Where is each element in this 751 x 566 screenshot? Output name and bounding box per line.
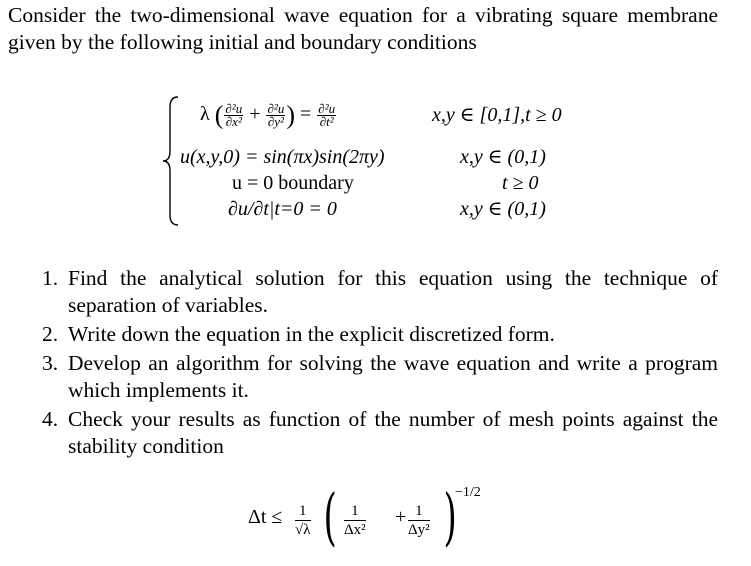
problem-intro: Consider the two-dimensional wave equation for a vibrating square membrane given by the following initial and boundary conditions (8, 3, 718, 54)
task-number: 2. (42, 322, 59, 346)
stability-lhs: Δt ≤ (248, 506, 283, 528)
task-number: 3. (42, 351, 59, 375)
initial-condition-row (180, 144, 620, 170)
task-text: Develop an algorithm for solving the wave equation and write a program which implements it. (68, 351, 718, 402)
task-number: 4. (42, 407, 59, 431)
stability-close-paren: ) (443, 480, 457, 553)
velocity-condition: ∂u/∂t|t=0 = 0 (228, 198, 337, 220)
task-item (18, 265, 718, 319)
pde-equation: λ ( $\frac{\text{∂²u}}{\text{∂x²}}$ + $\frac{\text{∂²u}}{\text{∂y²}}$ ) = $\frac{\text{∂²u}}{\text{∂t²}}$ (200, 100, 336, 130)
stability-term-y (408, 502, 430, 539)
stability-term-y-denominator: Δy² (408, 522, 430, 538)
stability-term-x (344, 502, 366, 539)
stability-coefficient-denominator: √λ (295, 522, 311, 538)
stability-plus: + (395, 506, 407, 528)
velocity-condition-domain: x,y ∈ (0,1) (460, 198, 546, 220)
stability-coefficient-numerator: 1 (295, 502, 311, 521)
stability-coefficient (295, 502, 311, 539)
task-list (18, 265, 718, 462)
task-text: Write down the equation in the explicit discretized form. (68, 322, 555, 346)
equation-system (162, 95, 622, 227)
task-item (18, 350, 718, 404)
initial-condition: u(x,y,0) = sin(πx)sin(2πy) (180, 146, 385, 168)
boundary-condition-domain: t ≥ 0 (502, 172, 539, 194)
stability-condition (248, 480, 508, 558)
task-item (18, 406, 718, 460)
task-text: Check your results as function of the number of mesh points against the stability condition (68, 407, 718, 458)
stability-exponent: −1/2 (455, 485, 481, 500)
boundary-condition: u = 0 boundary (232, 172, 354, 194)
pde-row (180, 100, 620, 130)
initial-condition-domain: x,y ∈ (0,1) (460, 146, 546, 168)
velocity-condition-row (180, 196, 620, 222)
stability-term-x-denominator: Δx² (344, 522, 366, 538)
stability-term-x-numerator: 1 (344, 502, 366, 521)
task-item (18, 321, 718, 348)
pde-condition: x,y ∈ [0,1],t ≥ 0 (432, 104, 562, 126)
boundary-condition-row (180, 170, 620, 196)
task-text: Find the analytical solution for this equation using the technique of separation of variables. (68, 266, 718, 317)
task-number: 1. (42, 266, 59, 290)
left-brace (162, 95, 180, 227)
stability-open-paren: ( (323, 480, 337, 553)
stability-term-y-numerator: 1 (408, 502, 430, 521)
